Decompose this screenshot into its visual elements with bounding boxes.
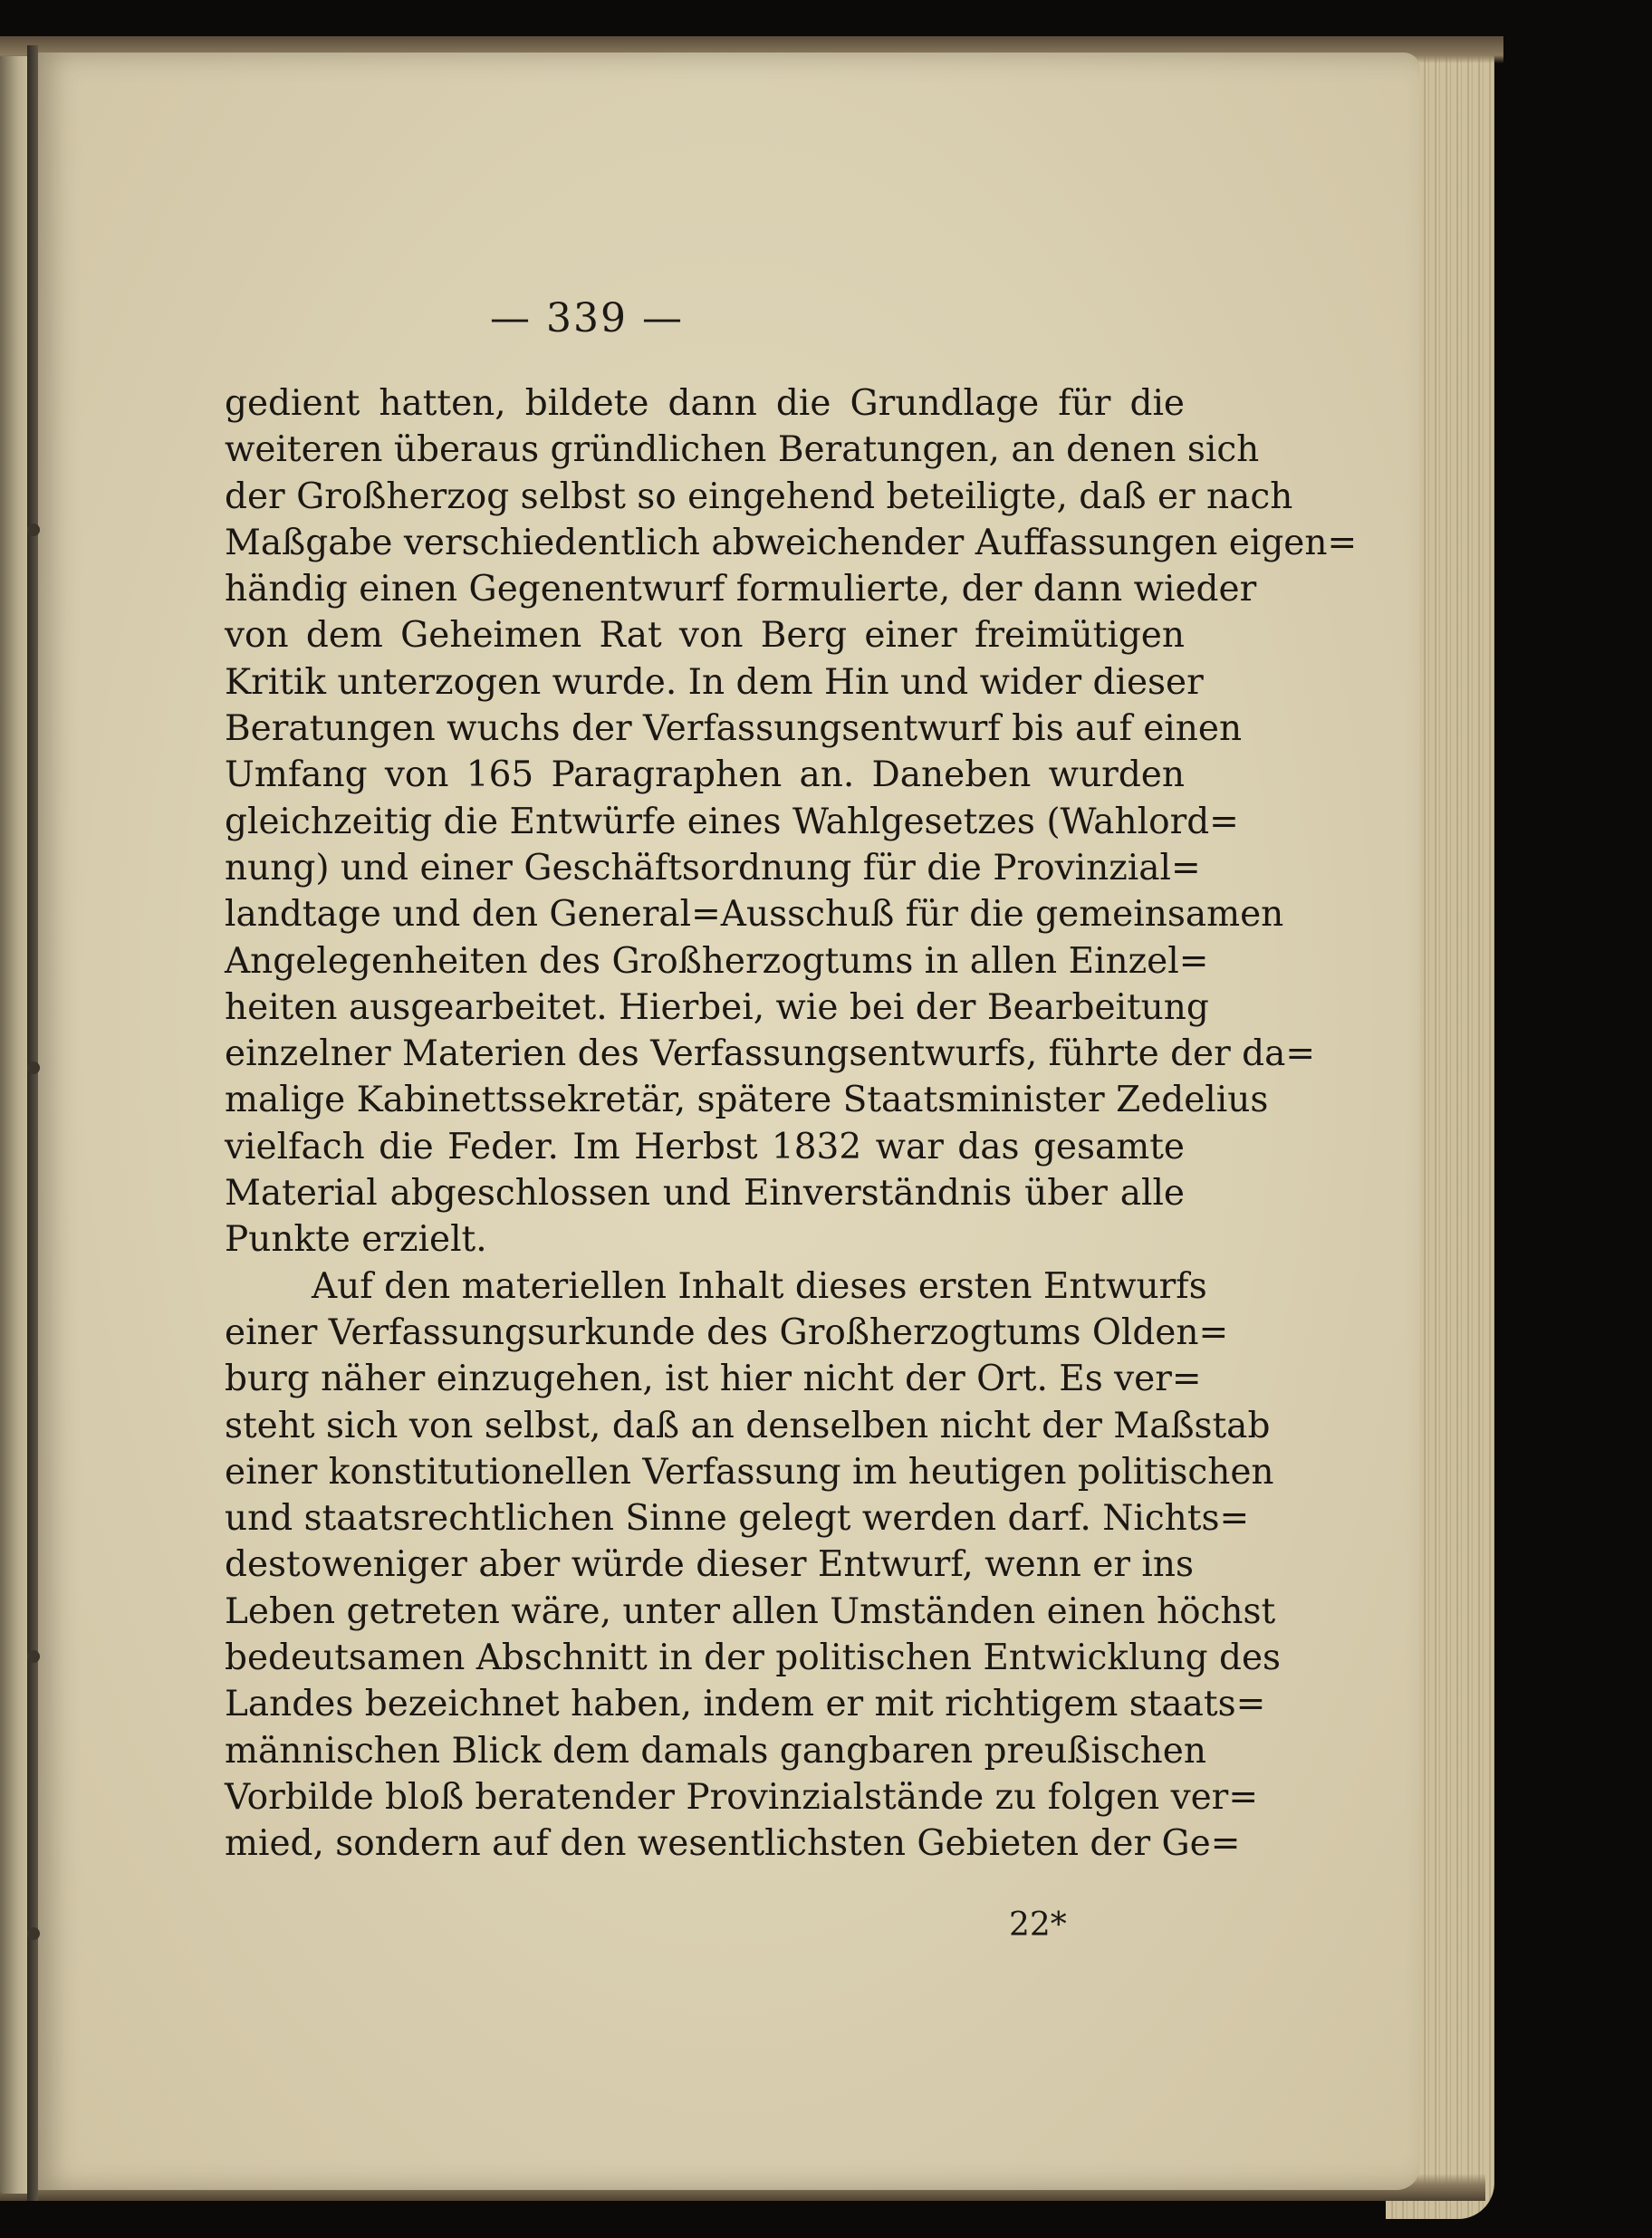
- text-line: und staatsrechtlichen Sinne gelegt werden darf. Nichts=: [225, 1498, 1250, 1540]
- text-line: steht sich von selbst, daß an denselben nicht der Maßstab: [225, 1405, 1271, 1446]
- text-line: Vorbilde bloß beratender Provinzialstände zu folgen ver=: [225, 1776, 1258, 1818]
- text-line: Beratungen wuchs der Verfassungsentwurf bis auf einen: [225, 708, 1243, 750]
- text-line: einer Verfassungsurkunde des Großherzogtums Olden=: [225, 1311, 1229, 1353]
- text-line: destoweniger aber würde dieser Entwurf, wenn er ins: [225, 1544, 1194, 1586]
- text-line: nung) und einer Geschäftsordnung für die Provinzial=: [225, 847, 1201, 888]
- text-line: Landes bezeichnet haben, indem er mit richtigem staats=: [225, 1684, 1266, 1725]
- text-line: von dem Geheimen Rat von Berg einer freimütigen: [225, 615, 1185, 657]
- text-line: Maßgabe verschiedentlich abweichender Auffassungen eigen=: [225, 522, 1358, 563]
- text-line: Material abgeschlossen und Einverständnis über alle: [225, 1173, 1185, 1215]
- text-line: malige Kabinettssekretär, spätere Staatsminister Zedelius: [225, 1080, 1269, 1121]
- text-line: der Großherzog selbst so eingehend beteiligte, daß er nach: [225, 475, 1293, 517]
- binding-thread-mark: [27, 1061, 40, 1074]
- text-line: Auf den materiellen Inhalt dieses ersten Entwurfs: [312, 1265, 1207, 1307]
- text-line: heiten ausgearbeitet. Hierbei, wie bei der Bearbeitung: [225, 986, 1209, 1028]
- text-line: Kritik unterzogen wurde. In dem Hin und wider dieser: [225, 661, 1204, 703]
- text-line: Umfang von 165 Paragraphen an. Daneben wurden: [225, 754, 1185, 796]
- text-line: landtage und den General=Ausschuß für die gemeinsamen: [225, 894, 1284, 936]
- text-line: bedeutsamen Abschnitt in der politischen Entwicklung des: [225, 1638, 1282, 1679]
- text-line: mied, sondern auf den wesentlichsten Gebieten der Ge=: [225, 1823, 1241, 1865]
- text-line: Punkte erzielt.: [225, 1219, 487, 1261]
- text-line: Leben getreten wäre, unter allen Umständen einen höchst: [225, 1590, 1276, 1632]
- text-line: burg näher einzugehen, ist hier nicht der Ort. Es ver=: [225, 1359, 1202, 1400]
- binding-thread-mark: [27, 1927, 40, 1940]
- book-page: [34, 53, 1420, 2190]
- binding-thread-mark: [27, 523, 40, 536]
- body-text: [225, 380, 1358, 1868]
- signature-mark: 22*: [1009, 1907, 1067, 1944]
- text-line: Angelegenheiten des Großherzogtums in allen Einzel=: [225, 940, 1209, 982]
- text-line: gedient hatten, bildete dann die Grundlage für die: [225, 383, 1185, 424]
- text-line: weiteren überaus gründlichen Beratungen, an denen sich: [225, 429, 1260, 471]
- text-line: vielfach die Feder. Im Herbst 1832 war das gesamte: [225, 1126, 1185, 1167]
- text-line: gleichzeitig die Entwürfe eines Wahlgesetzes (Wahlord=: [225, 801, 1239, 842]
- text-line: einer konstitutionellen Verfassung im heutigen politischen: [225, 1451, 1274, 1493]
- left-page-edge: [0, 56, 31, 2194]
- book-gutter: [27, 45, 38, 2201]
- text-line: männischen Blick dem damals gangbaren preußischen: [225, 1730, 1207, 1772]
- binding-thread-mark: [27, 1650, 40, 1663]
- text-line: einzelner Materien des Verfassungsentwurfs, führte der da=: [225, 1033, 1316, 1075]
- page-number-header: — 339 —: [490, 295, 684, 341]
- text-line: händig einen Gegenentwurf formulierte, der dann wieder: [225, 569, 1257, 610]
